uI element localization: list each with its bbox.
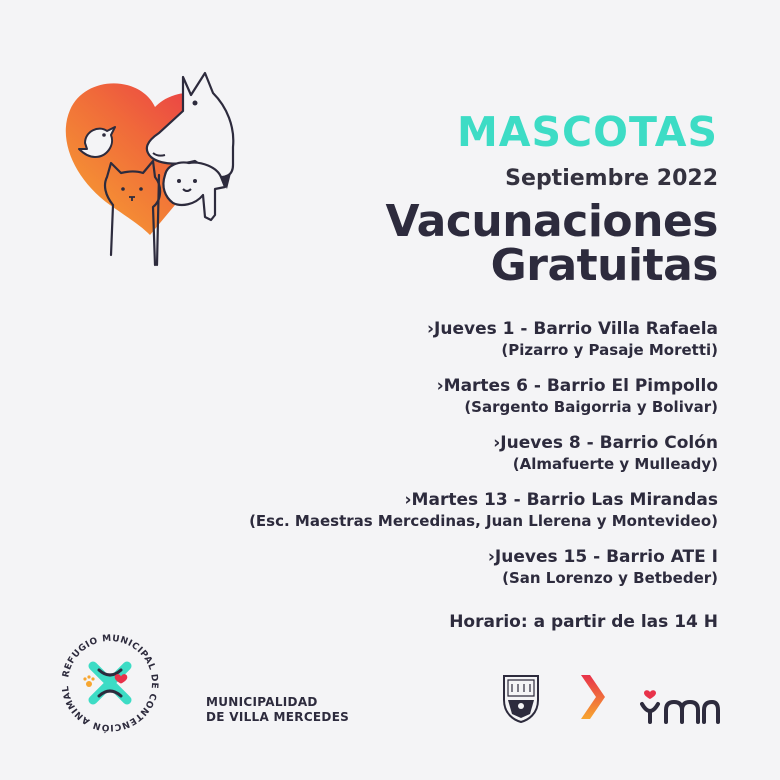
schedule-item (249, 375, 718, 417)
schedule-list (249, 318, 718, 603)
schedule-item-main: ›Jueves 15 - Barrio ATE I (487, 547, 718, 567)
schedule-item (249, 318, 718, 360)
schedule-item-address: (Esc. Maestras Mercedinas, Juan Llerena y Montevideo) (249, 512, 718, 530)
city-crest-icon (500, 670, 542, 724)
headline (385, 196, 718, 291)
schedule-item-main: ›Martes 6 - Barrio El Pimpollo (436, 376, 718, 396)
schedule-item-main: ›Martes 13 - Barrio Las Mirandas (404, 490, 718, 510)
seal-text: REFUGIO MUNICIPAL DE CONTENCIÓN ANIMAL (60, 633, 160, 733)
schedule-item-address: (Almafuerte y Mulleady) (512, 455, 718, 473)
refugio-seal-logo (55, 628, 165, 738)
pets-heart-illustration (55, 65, 255, 275)
municipality-line-2: DE VILLA MERCEDES (206, 710, 350, 724)
hours-text: Horario: a partir de las 14 H (449, 612, 718, 632)
period-subtitle: Septiembre 2022 (505, 166, 718, 191)
vm-logo-icon (640, 690, 720, 726)
municipality-label (206, 695, 349, 725)
schedule-item-main: ›Jueves 8 - Barrio Colón (493, 433, 718, 453)
municipality-line-1: MUNICIPALIDAD (206, 695, 318, 709)
schedule-item (249, 546, 718, 588)
schedule-item-address: (Pizarro y Pasaje Moretti) (501, 341, 718, 359)
chevron-logo-icon (578, 672, 608, 722)
headline-line-1: Vacunaciones (385, 196, 718, 247)
schedule-item-address: (San Lorenzo y Betbeder) (502, 569, 718, 587)
schedule-item (249, 432, 718, 474)
category-title: MASCOTAS (456, 108, 718, 156)
schedule-item-address: (Sargento Baigorria y Bolivar) (464, 398, 718, 416)
schedule-item (249, 489, 718, 531)
schedule-item-main: ›Jueves 1 - Barrio Villa Rafaela (427, 319, 718, 339)
headline-line-2: Gratuitas (490, 240, 718, 291)
